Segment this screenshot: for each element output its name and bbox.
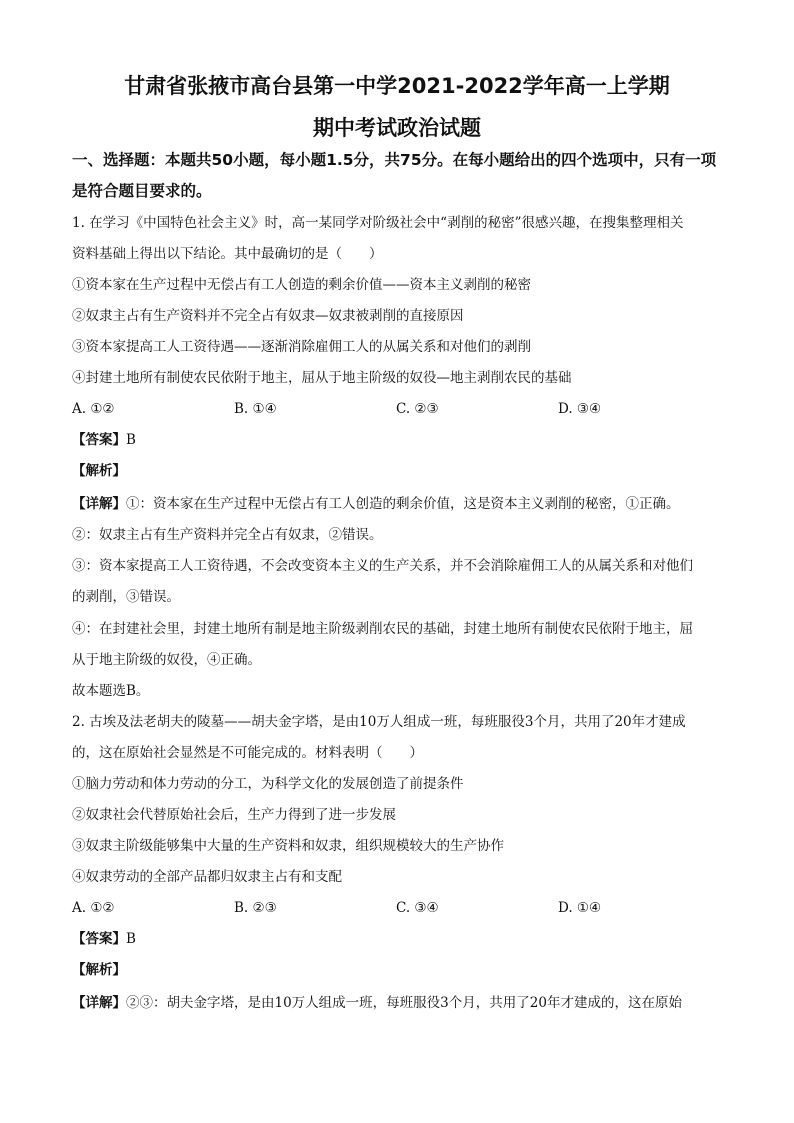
q1-option-d: D. ③④ <box>558 401 602 417</box>
q1-item-3: ③资本家提高工人工资待遇——逐渐消除雇佣工人的从属关系和对他们的剥削 <box>72 339 531 355</box>
q1-detail-line6: 从于地主阶级的奴役，④正确。 <box>72 652 261 668</box>
q1-detail-line4: 的剥削，③错误。 <box>72 589 180 605</box>
q1-detail-line1 <box>72 494 722 514</box>
q1-detail-text1: ①：资本家在生产过程中无偿占有工人创造的剩余价值，这是资本主义剥削的秘密，①正确。 <box>126 496 680 512</box>
q1-detail-line5: ④：在封建社会里，封建土地所有制是地主阶级剥削农民的基础，封建土地所有制使农民依附于地主，屈 <box>72 621 693 637</box>
q2-options <box>72 898 722 918</box>
q2-item-4: ④奴隶劳动的全部产品都归奴隶主占有和支配 <box>72 869 342 885</box>
document-title-line1: 甘肃省张掖市高台县第一中学2021-2022学年高一上学期 <box>124 74 670 98</box>
q2-option-c: C. ③④ <box>396 900 439 916</box>
q1-option-a: A. ①② <box>72 401 115 417</box>
q1-answer-value: B <box>126 432 136 448</box>
q1-stem-line1: 1. 在学习《中国特色社会主义》时，高一某同学对阶级社会中“剥削的秘密”很感兴趣，在搜集整理相关 <box>72 215 684 231</box>
q1-analysis-tag: 【解析】 <box>72 463 126 479</box>
q2-option-a: A. ①② <box>72 900 115 916</box>
q1-item-1: ①资本家在生产过程中无偿占有工人创造的剩余价值——资本主义剥削的秘密 <box>72 277 531 293</box>
q2-answer-value: B <box>126 931 136 947</box>
q1-answer-tag: 【答案】 <box>72 432 126 448</box>
q1-answer <box>72 430 722 450</box>
q1-stem-line2: 资料基础上得出以下结论。其中最确切的是（ ） <box>72 246 383 262</box>
q2-detail-text1: ②③：胡夫金字塔，是由10万人组成一班，每班服役3个月，共用了20年才建成的，这在原始 <box>126 995 682 1011</box>
q2-detail-tag: 【详解】 <box>72 995 126 1011</box>
q2-detail-line1 <box>72 993 722 1013</box>
q2-analysis-tag: 【解析】 <box>72 962 126 978</box>
q1-option-c: C. ②③ <box>396 401 439 417</box>
q2-answer <box>72 929 722 949</box>
q2-stem-line2: 的，这在原始社会显然是不可能完成的。材料表明（ ） <box>72 745 423 761</box>
document-title-line2: 期中考试政治试题 <box>313 116 481 140</box>
section-heading: 一、选择题：本题共50小题，每小题1.5分，共75分。在每小题给出的四个选项中，只有一项是符合题目要求的。 <box>72 151 717 200</box>
q2-stem-line1: 2. 古埃及法老胡夫的陵墓——胡夫金字塔，是由10万人组成一班，每班服役3个月，共用了20年才建成 <box>72 714 686 730</box>
q1-item-2: ②奴隶主占有生产资料并不完全占有奴隶—奴隶被剥削的直接原因 <box>72 308 464 324</box>
q1-detail-line2: ②：奴隶主占有生产资料并完全占有奴隶，②错误。 <box>72 527 383 543</box>
q2-item-3: ③奴隶主阶级能够集中大量的生产资料和奴隶，组织规模较大的生产协作 <box>72 838 504 854</box>
q1-item-4: ④封建土地所有制使农民依附于地主，屈从于地主阶级的奴役—地主剥削农民的基础 <box>72 370 572 386</box>
q2-item-1: ①脑力劳动和体力劳动的分工，为科学文化的发展创造了前提条件 <box>72 776 464 792</box>
q1-conclusion: 故本题选B。 <box>72 683 150 699</box>
q1-option-b: B. ①④ <box>234 401 277 417</box>
q1-detail-tag: 【详解】 <box>72 496 126 512</box>
q2-item-2: ②奴隶社会代替原始社会后，生产力得到了进一步发展 <box>72 807 396 823</box>
q1-detail-line3: ③：资本家提高工人工资待遇，不会改变资本主义的生产关系，并不会消除雇佣工人的从属关系和对他们 <box>72 558 693 574</box>
q1-options <box>72 399 722 419</box>
q2-option-b: B. ②③ <box>234 900 277 916</box>
q2-option-d: D. ①④ <box>558 900 602 916</box>
q2-answer-tag: 【答案】 <box>72 931 126 947</box>
